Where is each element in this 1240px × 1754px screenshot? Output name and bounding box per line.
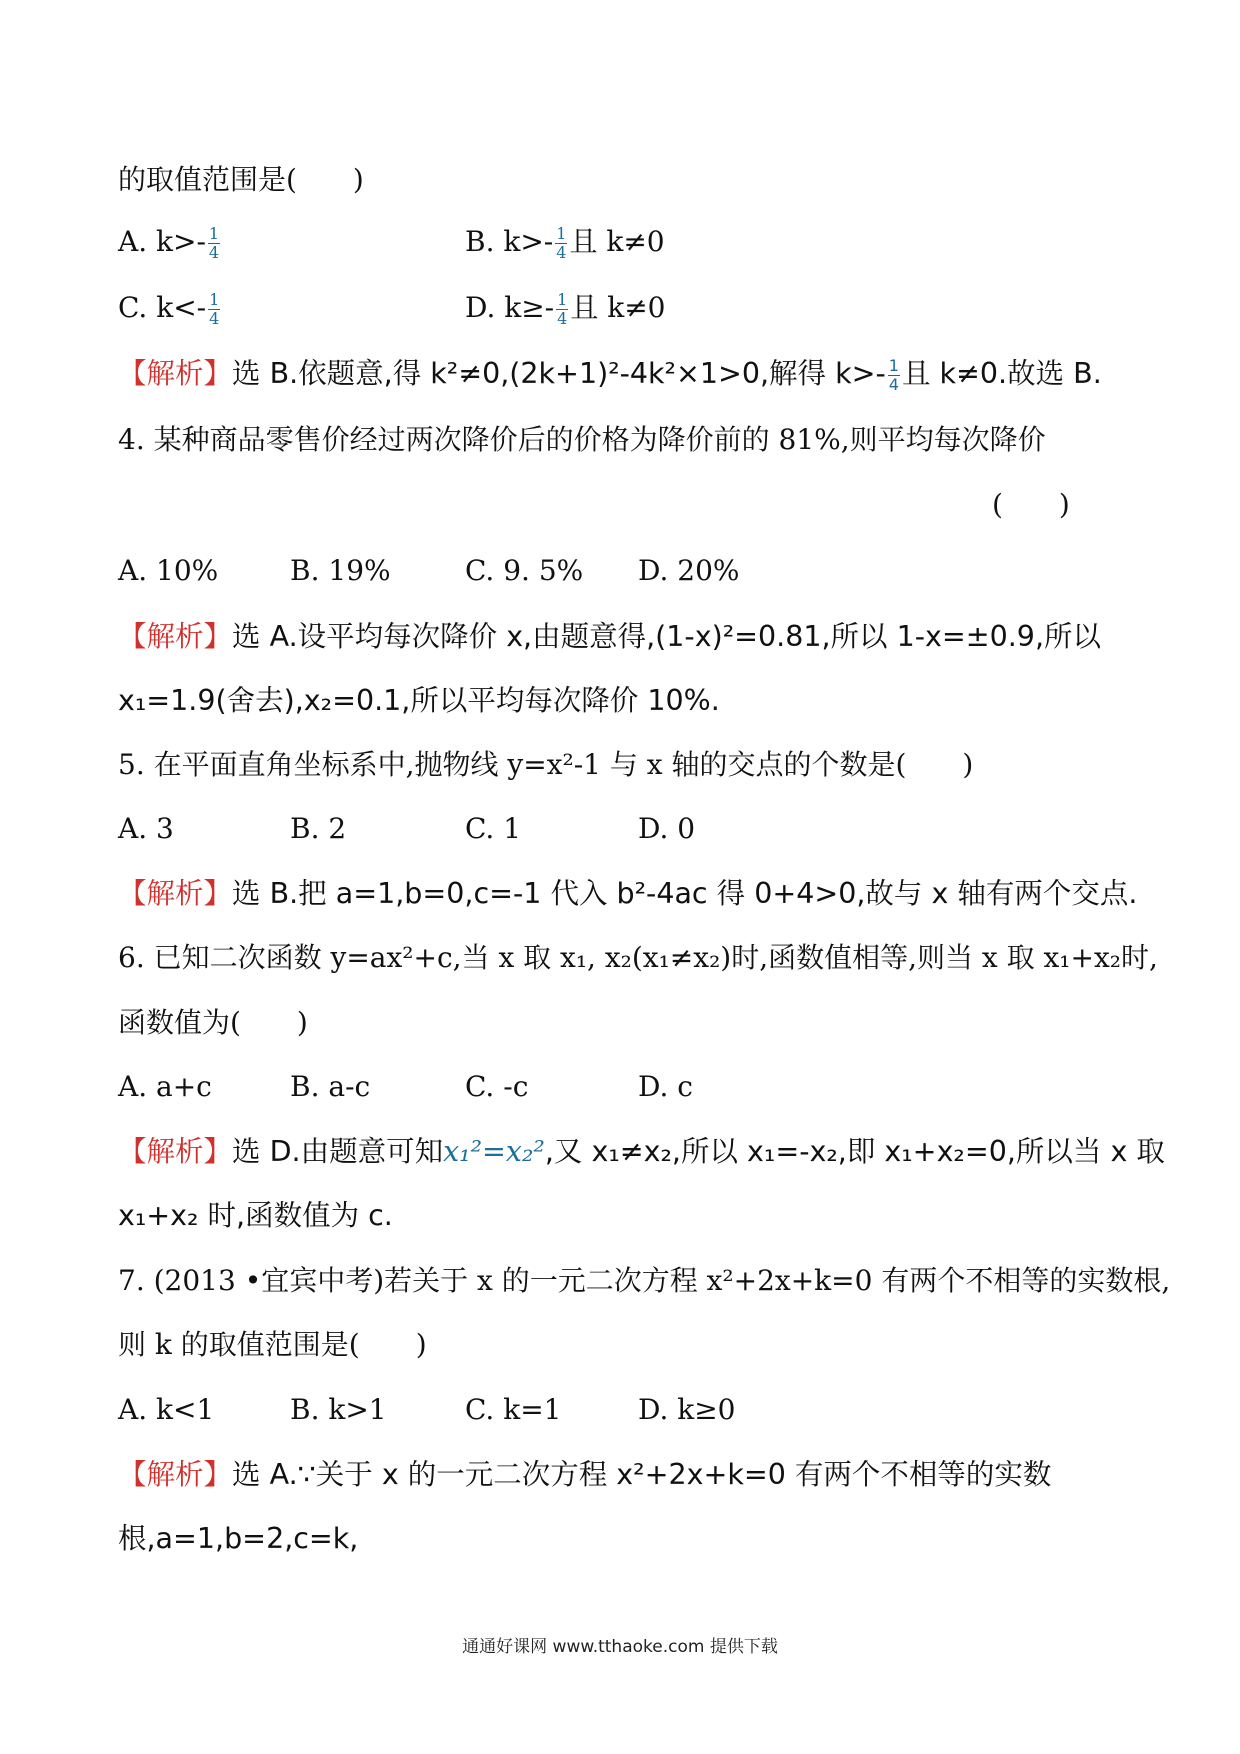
- option-b-prefix: B. k>-: [465, 225, 554, 258]
- answer-text: 选 A.∵关于 x 的一元二次方程 x²+2x+k=0 有两个不相等的实数: [232, 1458, 1052, 1491]
- q7-option-d: D. k≥0: [638, 1393, 736, 1426]
- analysis-tag: 【解析】: [118, 877, 233, 910]
- q5-option-c: C. 1: [465, 812, 522, 845]
- q5-option-a: A. 3: [118, 812, 174, 845]
- answer-tail: 且 k≠0.故选 B.: [901, 357, 1102, 390]
- math-expression: x₁²=x₂²: [443, 1135, 545, 1168]
- answer-text: 选 B.把 a=1,b=0,c=-1 代入 b²-4ac 得 0+4>0,故与 x 轴有两个交点.: [232, 877, 1138, 910]
- analysis-tag: 【解析】: [118, 357, 233, 390]
- q6-stem-line2: 函数值为( ): [118, 1006, 308, 1039]
- q5-stem: 5. 在平面直角坐标系中,抛物线 y=x²-1 与 x 轴的交点的个数是( ): [118, 748, 974, 781]
- q4-option-d: D. 20%: [638, 554, 740, 587]
- option-d-prefix: D. k≥-: [465, 291, 555, 324]
- answer-pre: 选 D.由题意可知: [232, 1135, 444, 1168]
- q4-paren: ( ): [992, 488, 1070, 521]
- fraction: $\frac{1}{4}$: [209, 290, 220, 328]
- answer-body: 选 B.依题意,得 k²≠0,(2k+1)²-4k²×1>0,解得 k>-: [232, 357, 886, 390]
- fraction: $\frac{1}{4}$: [888, 355, 899, 394]
- option-c-prefix: C. k<-: [118, 291, 207, 324]
- q6-option-a: A. a+c: [118, 1070, 212, 1103]
- q7-option-a: A. k<1: [118, 1393, 215, 1426]
- q5-option-d: D. 0: [638, 812, 696, 845]
- q5-answer: [118, 874, 1137, 914]
- q7-answer-line2: 根,a=1,b=2,c=k,: [118, 1522, 359, 1555]
- analysis-tag: 【解析】: [118, 620, 233, 653]
- q4-option-a: A. 10%: [118, 554, 219, 587]
- option-d: [465, 288, 665, 328]
- analysis-tag: 【解析】: [118, 1135, 233, 1168]
- fraction: $\frac{1}{4}$: [208, 224, 220, 262]
- fraction: $\frac{1}{4}$: [557, 290, 568, 328]
- option-b: [465, 222, 665, 262]
- q7-stem-line1: 7. (2013 •宜宾中考)若关于 x 的一元二次方程 x²+2x+k=0 有两个不相等的实数根,: [118, 1264, 1171, 1297]
- fraction: $\frac{1}{4}$: [556, 224, 567, 262]
- q4-answer-line1: [118, 617, 1101, 657]
- q6-answer-line2: x₁+x₂ 时,函数值为 c.: [118, 1199, 393, 1232]
- q7-stem-line2: 则 k 的取值范围是( ): [118, 1328, 427, 1361]
- question-intro-line: 的取值范围是( ): [118, 163, 364, 196]
- q6-option-d: D. c: [638, 1070, 693, 1103]
- q7-option-b: B. k>1: [290, 1393, 387, 1426]
- option-a-prefix: A. k>-: [118, 225, 206, 258]
- q7-option-c: C. k=1: [465, 1393, 562, 1426]
- q4-answer-line2: x₁=1.9(舍去),x₂=0.1,所以平均每次降价 10%.: [118, 684, 720, 717]
- option-b-suffix: 且 k≠0: [569, 225, 665, 258]
- q4-option-c: C. 9. 5%: [465, 554, 584, 587]
- answer-text: 选 A.设平均每次降价 x,由题意得,(1-x)²=0.81,所以 1-x=±0.9,所以: [232, 620, 1102, 653]
- option-c: [118, 288, 222, 328]
- q4-option-b: B. 19%: [290, 554, 391, 587]
- q6-option-b: B. a-c: [290, 1070, 371, 1103]
- option-a: [118, 222, 222, 262]
- q4-stem: 4. 某种商品零售价经过两次降价后的价格为降价前的 81%,则平均每次降价: [118, 423, 1046, 456]
- option-d-suffix: 且 k≠0: [570, 291, 666, 324]
- answer-post: ,又 x₁≠x₂,所以 x₁=-x₂,即 x₁+x₂=0,所以当 x 取: [544, 1135, 1165, 1168]
- answer-prev: [118, 354, 1102, 394]
- q7-answer-line1: [118, 1455, 1051, 1495]
- q6-option-c: C. -c: [465, 1070, 529, 1103]
- analysis-tag: 【解析】: [118, 1458, 233, 1491]
- q5-option-b: B. 2: [290, 812, 347, 845]
- page-footer: 通通好课网 www.tthaoke.com 提供下载: [462, 1637, 778, 1657]
- q6-stem-line1: 6. 已知二次函数 y=ax²+c,当 x 取 x₁, x₂(x₁≠x₂)时,函数值相等,则当 x 取 x₁+x₂时,: [118, 941, 1158, 974]
- q6-answer-line1: [118, 1132, 1165, 1172]
